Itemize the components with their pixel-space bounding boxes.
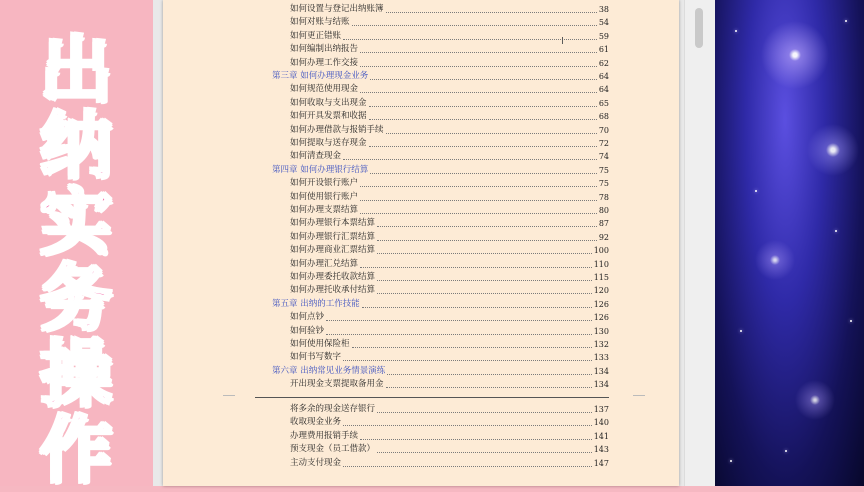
- vertical-scrollbar[interactable]: [684, 0, 715, 486]
- toc-entry-title: 如何设置与登记出纳账簿: [290, 4, 384, 14]
- star: [850, 320, 852, 322]
- toc-entry[interactable]: [290, 150, 609, 163]
- banner-char: 作: [39, 408, 112, 492]
- toc-entry-title: 第五章 出纳的工作技能: [272, 298, 360, 309]
- toc-leader-dots: [377, 411, 592, 413]
- star: [730, 460, 732, 462]
- toc-entry-title: 办理费用报销手续: [290, 430, 359, 441]
- document-viewer[interactable]: [153, 0, 715, 486]
- toc-leader-dots: [326, 333, 592, 335]
- toc-leader-dots: [352, 346, 592, 348]
- toc-page-number: 74: [598, 152, 609, 162]
- toc-page-number: 38: [598, 5, 609, 14]
- toc-leader-dots: [377, 239, 597, 241]
- toc-entry[interactable]: [290, 124, 609, 137]
- toc-page-number: 132: [593, 340, 609, 349]
- toc-page-number: 78: [598, 192, 609, 202]
- toc-entry-title: 如何开具发票和收据: [290, 111, 367, 122]
- toc-entry-title: 如何开设银行账户: [290, 178, 359, 189]
- title-banner: [0, 0, 153, 492]
- toc-entry-title: 如何对账与结账: [290, 17, 350, 28]
- toc-page-number: 75: [598, 165, 609, 175]
- toc-entry[interactable]: [290, 311, 609, 324]
- toc-leader-dots: [343, 158, 597, 160]
- toc-leader-dots: [370, 78, 597, 80]
- toc-leader-dots: [360, 91, 597, 93]
- toc-entry[interactable]: [290, 97, 609, 110]
- toc-leader-dots: [362, 306, 592, 308]
- toc-page-number: 126: [593, 313, 609, 323]
- toc-leader-dots: [360, 185, 597, 187]
- toc-entry-title: 收取现金业务: [290, 417, 342, 428]
- toc-page-number: 130: [593, 326, 609, 336]
- toc-entry-title: 如何办理委托收款结算: [290, 272, 376, 282]
- toc-leader-dots: [360, 65, 597, 67]
- toc-leader-dots: [387, 373, 592, 375]
- scrollbar-thumb[interactable]: [695, 8, 703, 48]
- toc-page-number: 75: [598, 179, 609, 189]
- toc-leader-dots: [369, 118, 597, 120]
- banner-char: 实: [39, 180, 112, 264]
- toc-entry[interactable]: [290, 177, 609, 190]
- toc-entry-title: 如何使用银行账户: [290, 191, 359, 202]
- star: [735, 30, 737, 32]
- document-page[interactable]: [163, 0, 679, 486]
- toc-entry-title: 如何规范使用现金: [290, 84, 359, 95]
- toc-entry[interactable]: [290, 284, 609, 297]
- toc-page-number: 115: [593, 273, 609, 282]
- toc-page-number: 68: [598, 112, 609, 122]
- toc-page-number: 70: [598, 125, 609, 135]
- toc-page-number: 59: [598, 31, 609, 41]
- toc-leader-dots: [370, 172, 597, 174]
- toc-entry[interactable]: [290, 204, 609, 217]
- toc-leader-dots: [360, 266, 592, 268]
- toc-page-number: 65: [598, 98, 609, 108]
- toc-chapter-entry[interactable]: [272, 365, 609, 378]
- toc-entry[interactable]: [290, 16, 609, 29]
- toc-entry-title: 将多余的现金送存银行: [290, 404, 376, 414]
- toc-leader-dots: [360, 199, 597, 201]
- toc-entry-title: 如何办理托收承付结算: [290, 285, 376, 296]
- toc-entry[interactable]: [290, 191, 609, 204]
- toc-leader-dots: [377, 451, 592, 453]
- toc-entry[interactable]: [290, 338, 609, 351]
- toc-entry-title: 如何清查现金: [290, 151, 342, 162]
- toc-leader-dots: [360, 438, 592, 440]
- toc-leader-dots: [360, 212, 597, 214]
- toc-leader-dots: [343, 424, 592, 426]
- toc-entry-title: 主动支付现金: [290, 457, 342, 468]
- toc-leader-dots: [343, 465, 592, 467]
- banner-char: 操: [39, 332, 112, 416]
- toc-entry[interactable]: [290, 57, 609, 70]
- toc-page-number: 80: [598, 206, 609, 215]
- toc-entry-title: 如何办理汇兑结算: [290, 258, 359, 269]
- toc-entry[interactable]: [290, 416, 609, 429]
- toc-page-number: 134: [593, 366, 609, 376]
- toc-entry[interactable]: [290, 110, 609, 123]
- toc-leader-dots: [326, 319, 592, 321]
- toc-entry-title: 第六章 出纳常见业务情景演练: [272, 365, 386, 376]
- toc-page-number: 54: [598, 18, 609, 28]
- toc-entry-title: 如何办理工作交接: [290, 57, 359, 68]
- toc-entry[interactable]: [290, 217, 609, 230]
- toc-entry-title: 如何办理支票结算: [290, 205, 359, 215]
- toc-page-number: 61: [598, 45, 609, 55]
- toc-entry[interactable]: [290, 231, 609, 244]
- toc-leader-dots: [377, 292, 592, 294]
- toc-entry-title: 如何办理借款与报销手续: [290, 124, 384, 135]
- banner-char: 纳: [39, 104, 112, 188]
- toc-entry[interactable]: [290, 378, 609, 391]
- toc-entry-title: 如何收取与支出现金: [290, 97, 367, 108]
- toc-entry-title: 第四章 如何办理银行结算: [272, 164, 369, 175]
- toc-leader-dots: [352, 24, 597, 26]
- toc-entry-title: 开出现金支票提取备用金: [290, 379, 384, 390]
- toc-entry-title: 如何办理商业汇票结算: [290, 245, 376, 256]
- page-corner-mark: [633, 395, 645, 396]
- toc-leader-dots: [369, 145, 597, 147]
- page-separator: [255, 397, 609, 398]
- toc-entry[interactable]: [290, 271, 609, 284]
- toc-page-number: 64: [598, 72, 609, 81]
- background-image: [715, 0, 864, 486]
- toc-page-number: 72: [598, 139, 609, 148]
- toc-leader-dots: [369, 105, 597, 107]
- toc-page-number: 92: [598, 232, 609, 242]
- toc-entry-title: 如何书写数字: [290, 352, 342, 363]
- toc-entry[interactable]: [290, 403, 609, 416]
- toc-entry-title: 如何更正错账: [290, 30, 342, 41]
- banner-char: 出: [39, 28, 112, 112]
- toc-page-number: 143: [593, 445, 609, 455]
- toc-entry-title: 如何点钞: [290, 312, 325, 323]
- toc-leader-dots: [386, 11, 597, 13]
- toc-chapter-entry[interactable]: [272, 70, 609, 83]
- toc-page-number: 64: [598, 85, 609, 95]
- toc-page-number: 140: [593, 418, 609, 428]
- toc-entry-title: 如何使用保险柜: [290, 339, 350, 349]
- toc-leader-dots: [343, 359, 592, 361]
- toc-page-number: 134: [593, 380, 609, 390]
- toc-page-number: 87: [598, 219, 609, 229]
- toc-leader-dots: [386, 132, 597, 134]
- toc-page-number: 141: [593, 431, 609, 441]
- toc-entry-title: 如何办理银行本票结算: [290, 218, 376, 229]
- toc-chapter-entry[interactable]: [272, 164, 609, 177]
- toc-entry[interactable]: [290, 3, 609, 16]
- banner-char: 务: [39, 256, 112, 340]
- toc-entry[interactable]: [290, 430, 609, 443]
- star: [835, 230, 837, 232]
- toc-entry[interactable]: [290, 258, 609, 271]
- toc-entry-title: 如何编制出纳报告: [290, 44, 359, 55]
- toc-page-number: 110: [593, 259, 609, 269]
- toc-entry-title: 预支现金（员工借款）: [290, 444, 376, 455]
- toc-leader-dots: [360, 51, 597, 53]
- toc-entry[interactable]: [290, 351, 609, 364]
- star: [740, 330, 742, 332]
- toc-page-number: 62: [598, 58, 609, 68]
- star: [785, 450, 787, 452]
- toc-page-number: 137: [593, 405, 609, 414]
- banner-title: [28, 28, 124, 492]
- toc-leader-dots: [343, 38, 597, 40]
- page-corner-mark: [223, 395, 235, 396]
- toc-leader-dots: [377, 225, 597, 227]
- toc-entry[interactable]: [290, 83, 609, 96]
- toc-entry-title: 第三章 如何办理现金业务: [272, 71, 369, 81]
- star: [845, 20, 847, 22]
- toc-entry[interactable]: [290, 457, 609, 470]
- toc-entry-title: 如何提取与送存现金: [290, 138, 367, 148]
- toc-leader-dots: [377, 252, 592, 254]
- toc-page-number: 100: [593, 246, 609, 256]
- text-cursor-icon: I: [561, 36, 564, 47]
- toc-page-number: 126: [593, 299, 609, 309]
- toc-entry[interactable]: [290, 244, 609, 257]
- toc-entry-title: 如何验钞: [290, 325, 325, 336]
- toc-entry-title: 如何办理银行汇票结算: [290, 231, 376, 242]
- toc-entry[interactable]: [290, 443, 609, 456]
- toc-chapter-entry[interactable]: [272, 298, 609, 311]
- toc-entry[interactable]: [290, 325, 609, 338]
- toc-entry[interactable]: [290, 137, 609, 150]
- toc-page-number: 120: [593, 286, 609, 296]
- toc-leader-dots: [386, 386, 592, 388]
- toc-page-number: 133: [593, 353, 609, 363]
- toc-leader-dots: [377, 279, 592, 281]
- toc-page-number: 147: [593, 458, 609, 468]
- star: [755, 190, 757, 192]
